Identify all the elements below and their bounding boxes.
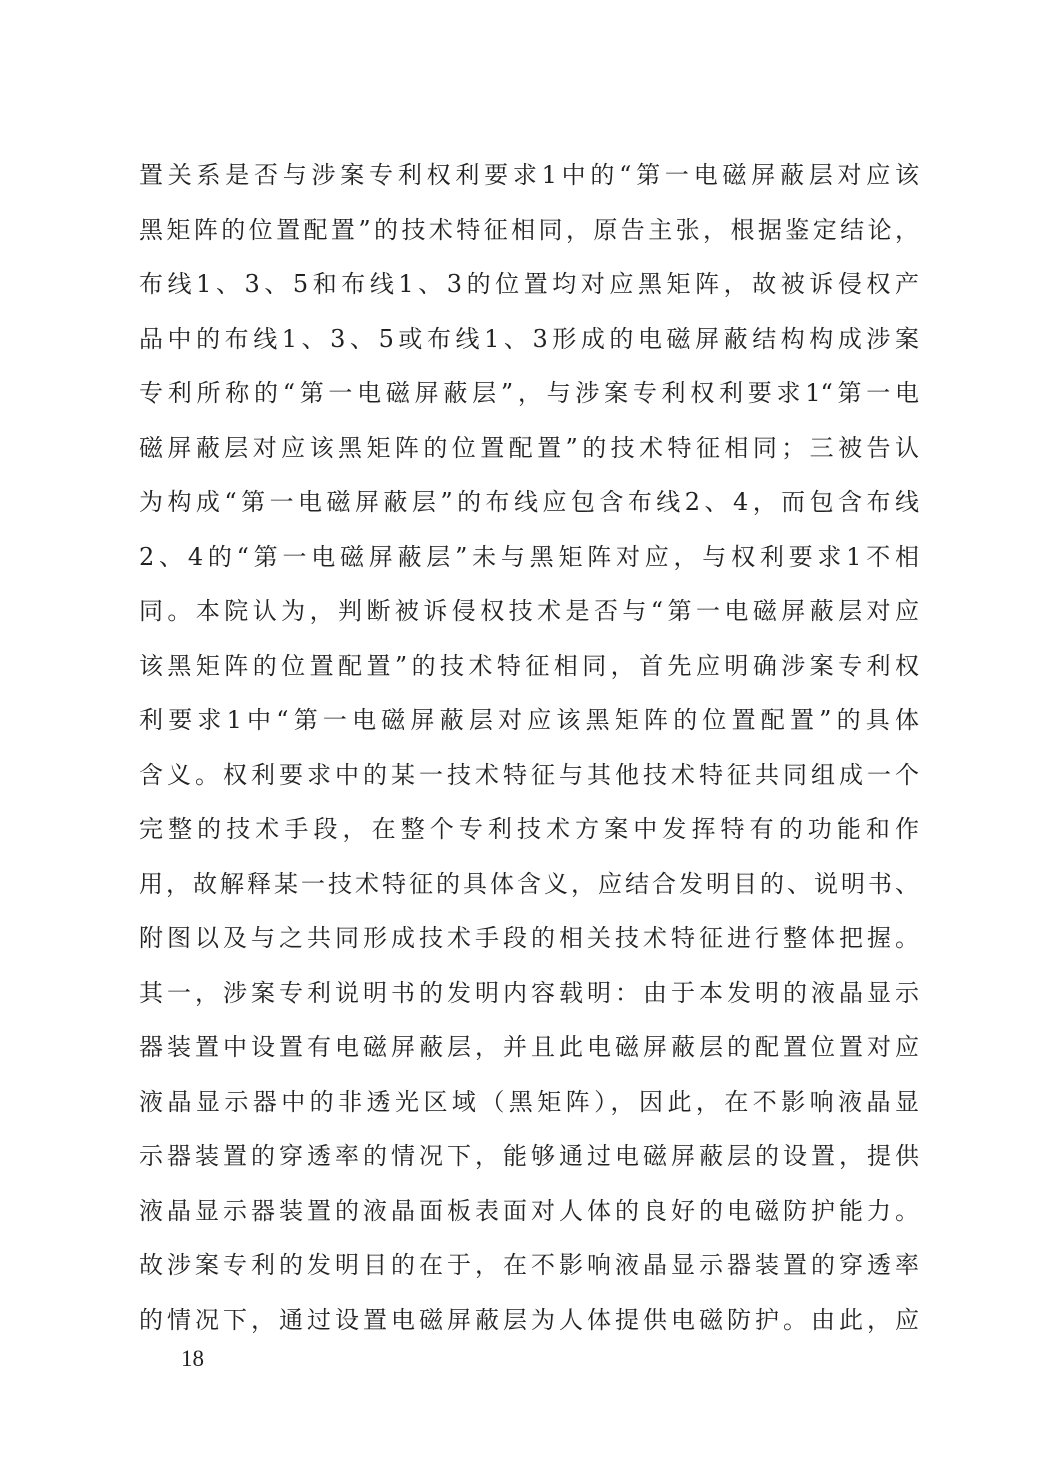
text-line: 黑矩阵的位置配置”的技术特征相同，原告主张，根据鉴定结论， xyxy=(139,215,919,244)
text-line: 置关系是否与涉案专利权利要求1中的“第一电磁屏蔽层对应该 xyxy=(139,161,919,189)
text-line: 专利所称的“第一电磁屏蔽层”，与涉案专利权利要求1“第一电 xyxy=(139,379,919,407)
text-line: 器装置中设置有电磁屏蔽层，并且此电磁屏蔽层的配置位置对应 xyxy=(139,1033,919,1061)
page-number: 18 xyxy=(181,1346,204,1371)
text-line: 该黑矩阵的位置配置”的技术特征相同，首先应明确涉案专利权 xyxy=(139,651,919,680)
text-line: 同。本院认为，判断被诉侵权技术是否与“第一电磁屏蔽层对应 xyxy=(139,597,919,625)
text-line: 附图以及与之共同形成技术手段的相关技术特征进行整体把握。 xyxy=(139,924,919,952)
text-line: 其一，涉案专利说明书的发明内容载明：由于本发明的液晶显示 xyxy=(139,978,919,1007)
text-line: 示器装置的穿透率的情况下，能够通过电磁屏蔽层的设置，提供 xyxy=(139,1142,919,1170)
text-line: 液晶显示器装置的液晶面板表面对人体的良好的电磁防护能力。 xyxy=(139,1196,919,1225)
text-line: 品中的布线1、3、5或布线1、3形成的电磁屏蔽结构构成涉案 xyxy=(139,324,919,353)
text-line: 的情况下，通过设置电磁屏蔽层为人体提供电磁防护。由此，应 xyxy=(139,1305,919,1334)
text-line: 故涉案专利的发明目的在于，在不影响液晶显示器装置的穿透率 xyxy=(139,1251,919,1279)
text-line: 含义。权利要求中的某一技术特征与其他技术特征共同组成一个 xyxy=(139,760,919,789)
body-text xyxy=(139,148,919,1347)
text-line: 用，故解释某一技术特征的具体含义，应结合发明目的、说明书、 xyxy=(139,869,919,898)
text-line: 为构成“第一电磁屏蔽层”的布线应包含布线2、4，而包含布线 xyxy=(139,488,919,516)
text-line: 液晶显示器中的非透光区域（黑矩阵），因此，在不影响液晶显 xyxy=(139,1087,919,1116)
text-line: 利要求1中“第一电磁屏蔽层对应该黑矩阵的位置配置”的具体 xyxy=(139,706,919,734)
text-line: 磁屏蔽层对应该黑矩阵的位置配置”的技术特征相同；三被告认 xyxy=(139,433,919,462)
text-line: 布线1、3、5和布线1、3的位置均对应黑矩阵，故被诉侵权产 xyxy=(139,270,919,298)
text-line: 完整的技术手段，在整个专利技术方案中发挥特有的功能和作 xyxy=(139,815,919,843)
text-line: 2、4的“第一电磁屏蔽层”未与黑矩阵对应，与权利要求1不相 xyxy=(139,542,919,571)
